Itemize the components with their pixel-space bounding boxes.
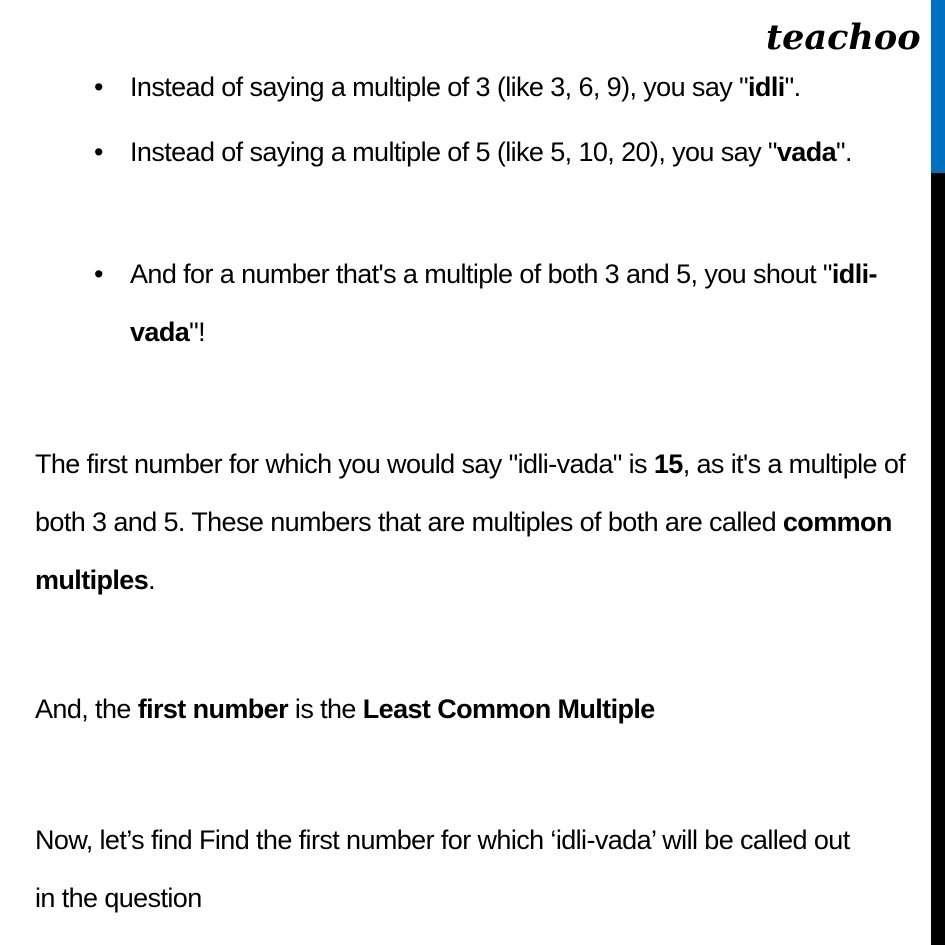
- paragraph-text: , as it's a multiple of both 3 and 5. These numbers that are multiples of both are called: [35, 449, 906, 537]
- paragraph-lcm-definition: [35, 680, 915, 738]
- paragraph-text: is the: [288, 694, 363, 724]
- bullet-text: Instead of saying a multiple of 5 (like 5, 10, 20), you say ": [130, 137, 777, 167]
- paragraph-text: .: [148, 565, 156, 595]
- bullet-item-idli: [94, 58, 910, 116]
- bullet-text-bold: idli-vada: [130, 259, 877, 347]
- paragraph-text-bold: common multiples: [35, 507, 892, 595]
- paragraph-text: And, the: [35, 694, 138, 724]
- paragraph-common-multiples: [35, 435, 915, 609]
- bullet-text: And for a number that's a multiple of both 3 and 5, you shout ": [130, 259, 832, 289]
- bullet-text: ".: [784, 72, 801, 102]
- bullet-item-idli-vada: [94, 245, 910, 361]
- bullet-text: ".: [836, 137, 852, 167]
- bullet-text-bold: idli: [748, 72, 785, 102]
- bullet-text-bold: vada: [776, 137, 837, 167]
- bullet-icon: •: [94, 72, 103, 102]
- paragraph-text: The first number for which you would say "idli-vada" is: [35, 449, 654, 479]
- bullet-text: "!: [189, 317, 206, 347]
- bullet-item-vada: [94, 123, 910, 181]
- paragraph-text-bold: 15: [653, 449, 683, 479]
- bullet-text: Instead of saying a multiple of 3 (like 3, 6, 9), you say ": [130, 72, 749, 102]
- bullet-icon: •: [94, 259, 103, 289]
- teachoo-logo: teachoo: [766, 17, 921, 58]
- paragraph-text: Now, let’s find Find the first number for which ‘idli-vada’ will be called out in the question: [35, 825, 850, 913]
- side-accent-bar-blue: [931, 0, 945, 173]
- side-accent-bar-black: [931, 173, 945, 945]
- bullet-icon: •: [94, 137, 103, 167]
- paragraph-question-intro: [35, 811, 875, 927]
- paragraph-text-bold: Least Common Multiple: [362, 694, 655, 724]
- paragraph-text-bold: first number: [137, 694, 289, 724]
